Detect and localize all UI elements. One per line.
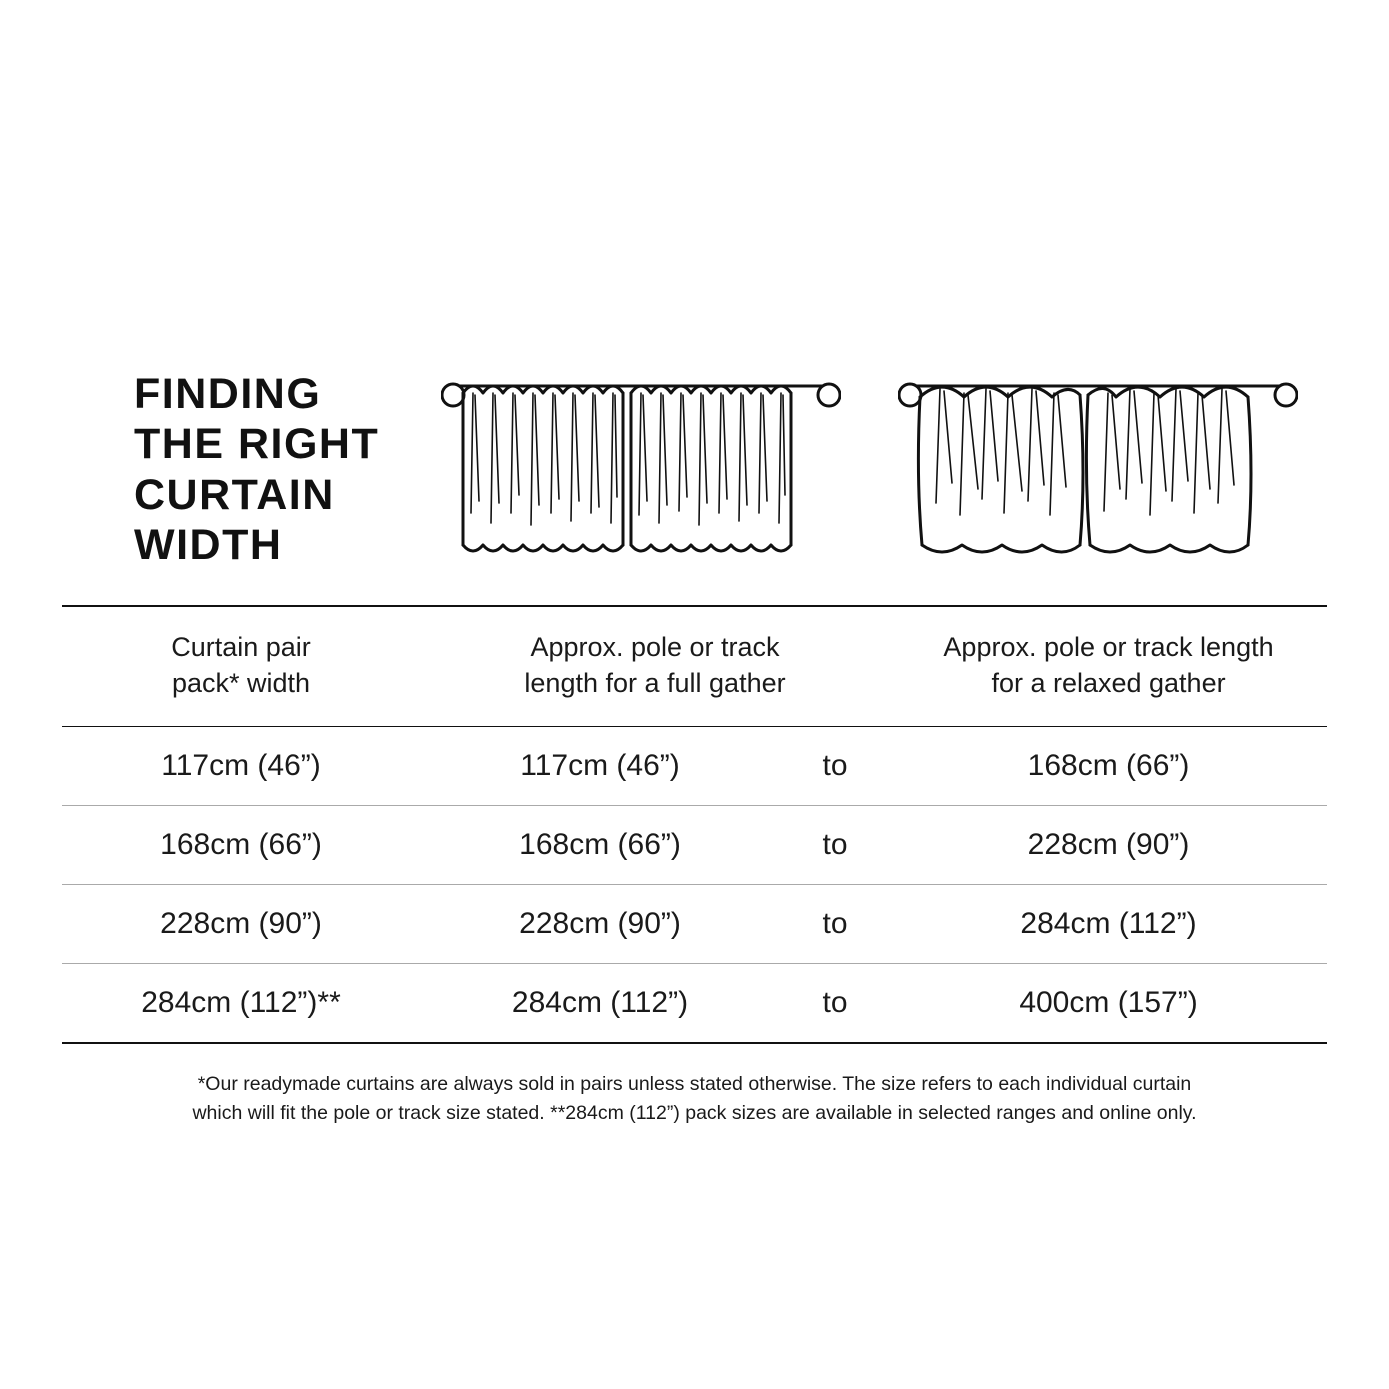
full-gather-curtain-illustration [441,363,841,578]
cell-relaxed-gather: 228cm (90”) [890,805,1327,884]
cell-relaxed-gather: 284cm (112”) [890,884,1327,963]
cell-relaxed-gather: 400cm (157”) [890,963,1327,1043]
cell-to: to [780,726,890,805]
table-row [62,805,1327,884]
cell-pack-width: 284cm (112”)** [62,963,420,1043]
cell-pack-width: 228cm (90”) [62,884,420,963]
cell-pack-width: 117cm (46”) [62,726,420,805]
footnote-line-2: which will fit the pole or track size stated. **284cm (112”) pack sizes are available in selected ranges and online only. [192,1102,1197,1125]
column-header-full-gather [420,606,890,726]
cell-to: to [780,805,890,884]
column-header-pack-width [62,606,420,726]
cell-to: to [780,884,890,963]
title-line-3: CURTAIN [134,470,335,519]
table-row [62,963,1327,1043]
footnote [62,1070,1327,1129]
cell-full-gather: 228cm (90”) [420,884,780,963]
header-row [62,355,1327,605]
curtain-width-table [62,605,1327,1044]
cell-full-gather: 168cm (66”) [420,805,780,884]
relaxed-gather-line-1: Approx. pole or track length [943,632,1274,662]
table-header [62,606,1327,726]
title-line-2: THE RIGHT [134,420,380,469]
table-row [62,884,1327,963]
title-line-1: FINDING [134,370,322,418]
page-title [62,355,412,570]
cell-pack-width: 168cm (66”) [62,805,420,884]
footnote-line-1: *Our readymade curtains are always sold in pairs unless stated otherwise. The size refers to each individual curtain [197,1072,1192,1095]
full-gather-line-2: length for a full gather [524,668,786,699]
cell-full-gather: 117cm (46”) [420,726,780,805]
relaxed-gather-line-2: for a relaxed gather [991,668,1226,699]
cell-to: to [780,963,890,1043]
title-line-4: WIDTH [134,520,283,569]
illustrations [412,355,1327,578]
table-header-row [62,606,1327,726]
diagram-content [62,355,1327,1128]
cell-relaxed-gather: 168cm (66”) [890,726,1327,805]
pack-width-line-2: pack* width [171,668,311,699]
table-row [62,726,1327,805]
cell-full-gather: 284cm (112”) [420,963,780,1043]
table-body [62,726,1327,1043]
column-header-relaxed-gather [890,606,1327,726]
relaxed-gather-curtain-illustration [898,363,1298,578]
pack-width-line-1: Curtain pair [171,632,311,662]
full-gather-line-1: Approx. pole or track [530,632,780,662]
